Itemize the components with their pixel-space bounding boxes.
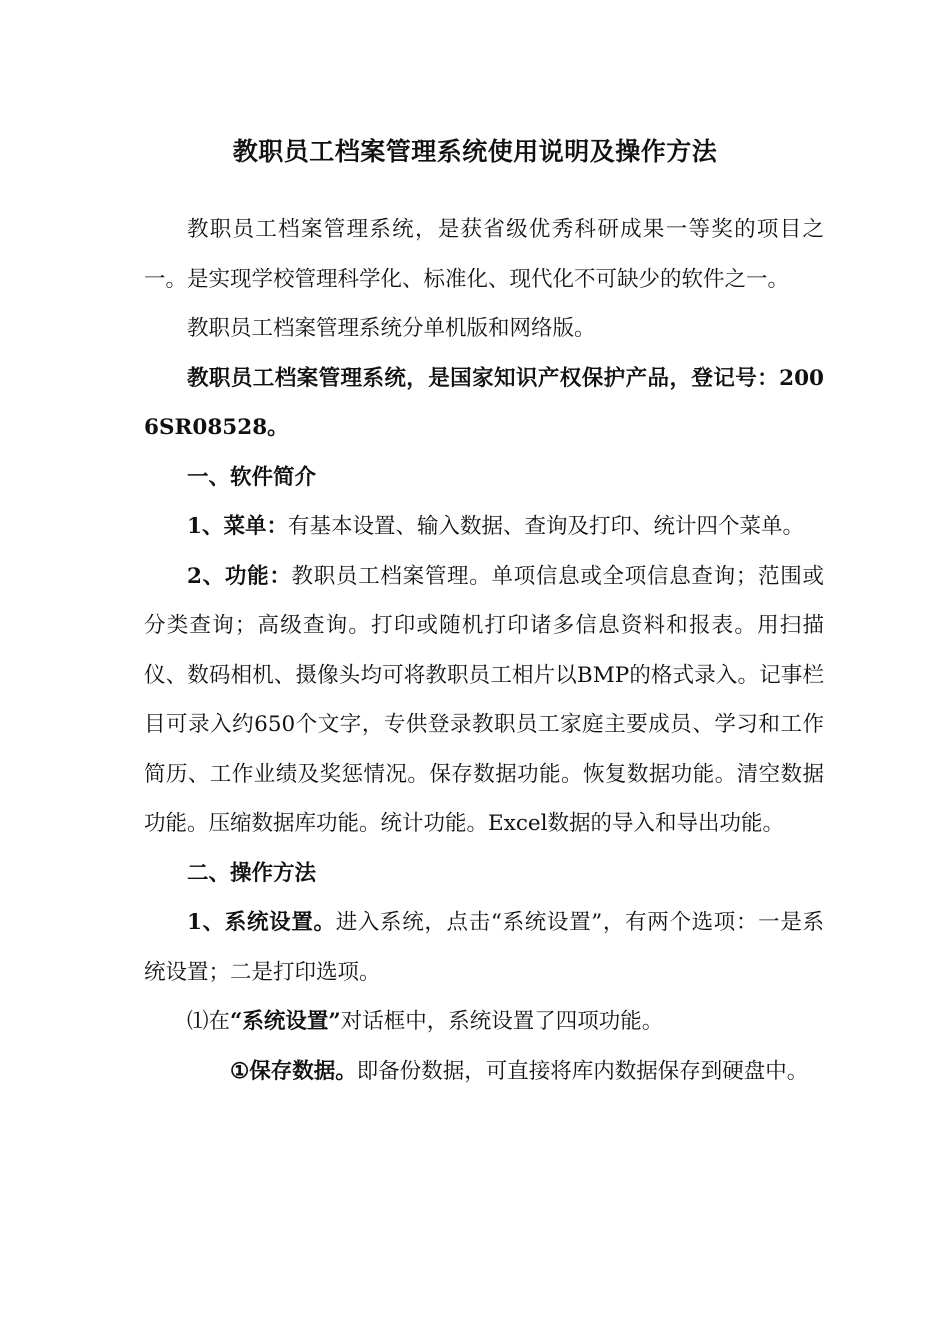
function-label: 2、功能： (187, 563, 292, 589)
intro-paragraph-3: 教职员工档案管理系统，是国家知识产权保护产品，登记号：2006SR08528。 (144, 365, 824, 440)
section-heading-intro: 一、软件简介 (187, 464, 317, 490)
settings-dialog-pre: 在 (208, 1009, 231, 1034)
settings-dialog-name: “系统设置” (230, 1009, 341, 1034)
menu-label: 1、菜单： (187, 514, 288, 539)
function-paragraph (144, 552, 824, 849)
section-heading-operation: 二、操作方法 (187, 860, 317, 886)
system-settings-text: 进入系统，点击“系统设置”，有两个选项：一是系统设置；二是打印选项。 (144, 910, 824, 985)
save-data-paragraph (144, 1047, 824, 1097)
settings-dialog-marker: ⑴ (187, 1009, 209, 1034)
settings-dialog-post: 对话框中，系统设置了四项功能。 (340, 1009, 664, 1034)
intro-paragraph-1: 教职员工档案管理系统，是获省级优秀科研成果一等奖的项目之一。是实现学校管理科学化、标准化、现代化不可缺少的软件之一。 (144, 217, 824, 292)
document-body (144, 205, 824, 1096)
system-settings-paragraph (144, 898, 824, 997)
intro-paragraph-2: 教职员工档案管理系统分单机版和网络版。 (187, 316, 596, 341)
system-settings-label: 1、系统设置。 (187, 910, 336, 935)
save-data-marker: ① (230, 1058, 250, 1084)
document-title: 教职员工档案管理系统使用说明及操作方法 (232, 137, 718, 166)
settings-dialog-paragraph (144, 997, 824, 1047)
menu-text: 有基本设置、输入数据、查询及打印、统计四个菜单。 (287, 514, 804, 539)
save-data-text: 即备份数据，可直接将库内数据保存到硬盘中。 (356, 1058, 809, 1084)
menu-paragraph (144, 502, 824, 552)
save-data-label: 保存数据。 (249, 1058, 357, 1084)
function-text: 教职员工档案管理。单项信息或全项信息查询；范围或分类查询；高级查询。打印或随机打印诸多信息资料和报表。用扫描仪、数码相机、摄像头均可将教职员工相片以BMP的格式录入。记事栏目可录入约650个文字，专供登录教职员工家庭主要成员、学习和工作简历、工作业绩及奖惩情况。保存数据功能。恢复数据功能。清空数据功能。压缩数据库功能。统计功能。Excel数据的导入和导出功能。 (144, 563, 824, 836)
